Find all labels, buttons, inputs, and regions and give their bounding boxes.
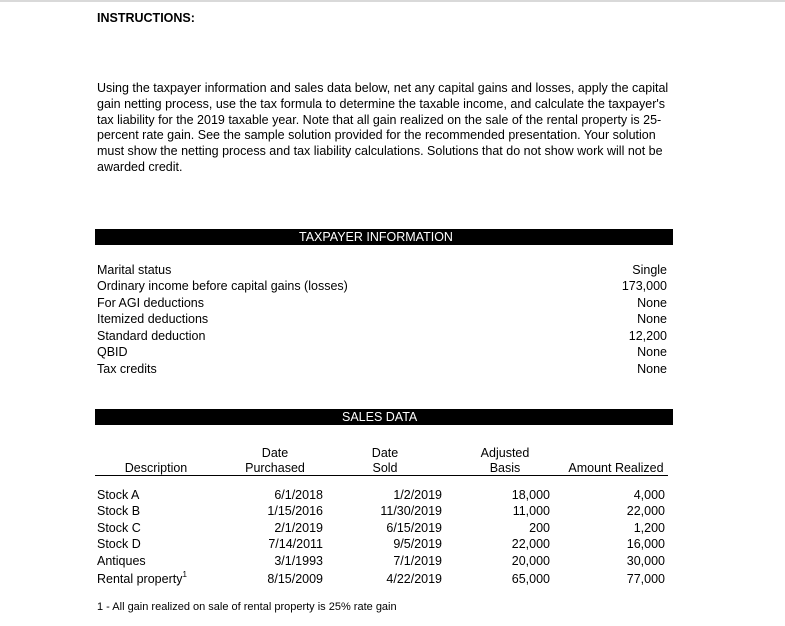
taxpayer-row: [97, 329, 667, 345]
row-date-purchased: 7/14/2011: [268, 537, 323, 551]
row-amount-realized: 4,000: [633, 488, 665, 502]
row-amount-realized: 1,200: [633, 521, 665, 535]
column-header-date-sold-line1: Date: [371, 446, 399, 460]
row-amount-realized: 30,000: [626, 554, 665, 568]
column-header-description: Description: [124, 461, 188, 475]
row-adjusted-basis: 20,000: [511, 554, 550, 568]
taxpayer-row: [97, 279, 667, 295]
row-description: Stock A: [97, 488, 140, 502]
table-row: [0, 569, 785, 589]
column-header-date-sold-line2: Sold: [372, 461, 398, 475]
taxpayer-row-label: Marital status: [97, 263, 172, 277]
row-date-sold: 4/22/2019: [386, 572, 442, 586]
taxpayer-row: [97, 296, 667, 312]
row-date-sold: 1/2/2019: [393, 488, 442, 502]
taxpayer-info-header-bar: [95, 229, 673, 245]
taxpayer-row-value: None: [637, 296, 667, 310]
taxpayer-row-label: Tax credits: [97, 362, 157, 376]
column-header-date-purchased-line1: Date: [261, 446, 289, 460]
column-header-adjusted-basis-line1: Adjusted: [480, 446, 530, 460]
row-date-purchased: 1/15/2016: [267, 504, 323, 518]
taxpayer-row-label: Ordinary income before capital gains (losses): [97, 279, 348, 293]
row-adjusted-basis: 11,000: [512, 504, 550, 518]
footnote-marker: 1: [182, 569, 187, 579]
row-date-sold: 7/1/2019: [393, 554, 442, 568]
table-row: [0, 521, 785, 538]
taxpayer-row-value: 173,000: [621, 279, 667, 293]
taxpayer-row-label: Itemized deductions: [97, 312, 209, 326]
taxpayer-row-value: Single: [632, 263, 667, 277]
top-border: [0, 0, 785, 2]
row-date-purchased: 6/1/2018: [274, 488, 323, 502]
sales-data-header-bar: [95, 409, 673, 425]
row-amount-realized: 22,000: [626, 504, 665, 518]
row-adjusted-basis: 65,000: [511, 572, 550, 586]
column-header-adjusted-basis-line2: Basis: [489, 461, 521, 475]
instructions-title: INSTRUCTIONS:: [97, 11, 195, 25]
row-amount-realized: 16,000: [626, 537, 665, 551]
row-date-sold: 11/30/2019: [380, 504, 442, 518]
row-description: Stock C: [97, 521, 141, 535]
row-amount-realized: 77,000: [626, 572, 665, 586]
row-description: [97, 569, 187, 586]
sales-data-header: SALES DATA: [342, 410, 418, 424]
taxpayer-row: [97, 345, 667, 361]
taxpayer-row-label: For AGI deductions: [97, 296, 205, 310]
taxpayer-row-value: None: [637, 312, 667, 326]
row-adjusted-basis: 18,000: [511, 488, 550, 502]
row-description: Stock B: [97, 504, 141, 518]
row-date-sold: 9/5/2019: [393, 537, 442, 551]
row-date-purchased: 2/1/2019: [274, 521, 323, 535]
taxpayer-row-value: None: [637, 362, 667, 376]
instructions-body: Using the taxpayer information and sales data below, net any capital gains and losses, apply the capital gain netting process, use the tax formula to determine the taxable income, and calculate the taxpayer's tax liability for the 2019 taxable year. Note that all gain realized on the sale of the rental property is 25-percent rate gain. See the sample solution provided for the recommended presentation. Your solution must show the netting process and tax liability calculations. Solutions that do not show work will not be awarded credit.: [97, 81, 669, 174]
row-date-sold: 6/15/2019: [386, 521, 442, 535]
taxpayer-row: [97, 362, 667, 378]
row-adjusted-basis: 22,000: [511, 537, 550, 551]
column-header-amount-realized: Amount Realized: [568, 461, 664, 475]
column-header-date-sold: [355, 446, 415, 476]
taxpayer-row-label: QBID: [97, 345, 128, 359]
taxpayer-info-header: TAXPAYER INFORMATION: [299, 230, 453, 244]
taxpayer-row: [97, 263, 667, 279]
row-adjusted-basis: 200: [529, 521, 550, 535]
taxpayer-row: [97, 312, 667, 328]
row-description: Stock D: [97, 537, 141, 551]
table-row: [0, 504, 785, 521]
column-header-adjusted-basis: [470, 446, 540, 476]
column-header-date-purchased-line2: Purchased: [245, 461, 305, 475]
taxpayer-row-value: 12,200: [628, 329, 667, 343]
table-row: [0, 554, 785, 571]
column-header-date-purchased: [235, 446, 315, 476]
row-description-text: Rental property: [97, 572, 183, 586]
row-date-purchased: 3/1/1993: [274, 554, 323, 568]
table-row: [0, 488, 785, 505]
taxpayer-row-value: None: [637, 345, 667, 359]
row-description: Antiques: [97, 554, 146, 568]
header-underline: [95, 475, 668, 476]
row-date-purchased: 8/15/2009: [267, 572, 323, 586]
footnote: 1 - All gain realized on sale of rental property is 25% rate gain: [97, 601, 397, 613]
taxpayer-row-label: Standard deduction: [97, 329, 206, 343]
table-row: [0, 537, 785, 554]
